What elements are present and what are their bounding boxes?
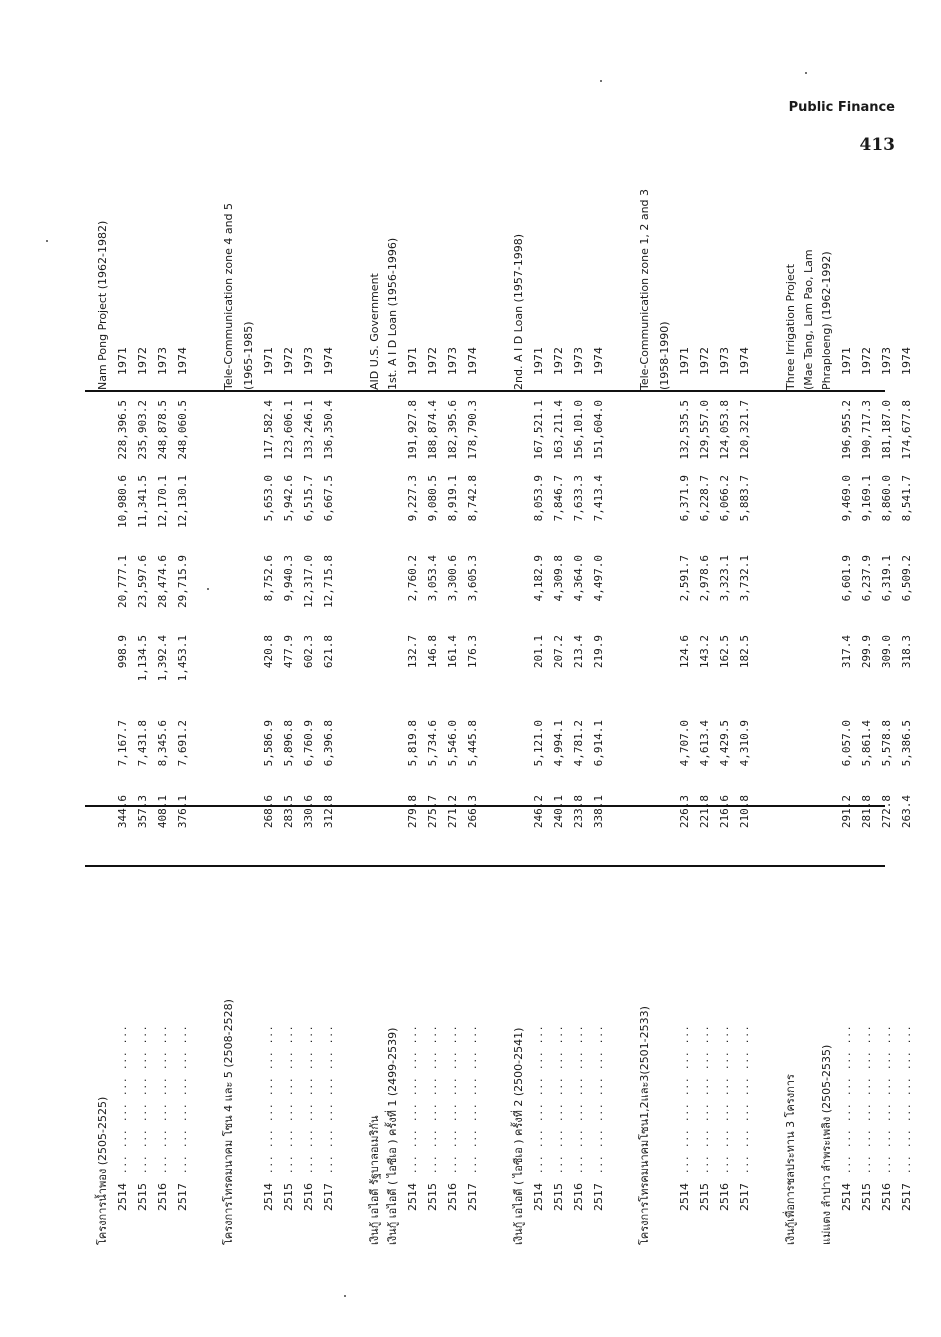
thai-year-label: 2516... ... ... ... ... ...	[446, 1023, 459, 1211]
value-cell-col-4: 2,760.2	[406, 555, 419, 602]
leader-dots: ... ... ... ... ... ...	[532, 1023, 545, 1173]
rotated-table	[85, 55, 913, 1245]
value-cell-col-5: 9,080.5	[426, 475, 439, 522]
value-cell-col-2: 5,734.6	[426, 720, 439, 767]
table-row	[279, 55, 299, 1245]
scan-speck	[344, 1295, 346, 1297]
value-cell-col-4: 3,605.3	[466, 555, 479, 602]
value-cell-col-5: 8,860.0	[880, 475, 893, 522]
eng-year-label: 1972	[860, 347, 873, 375]
value-cell-col-3: 132.7	[406, 635, 419, 669]
value-cell-col-5: 7,413.4	[592, 475, 605, 522]
section-eng-title: Nam Pong Project (1962-1982)	[96, 220, 109, 390]
value-cell-col-4: 9,940.3	[282, 555, 295, 602]
value-cell-col-2: 7,431.8	[136, 720, 149, 767]
scan-speck	[207, 588, 209, 590]
value-cell-col-3: 182.5	[738, 635, 751, 669]
value-cell-col-2: 5,896.8	[282, 720, 295, 767]
value-cell-col-3: 162.5	[718, 635, 731, 669]
eng-year-label: 1974	[322, 347, 335, 375]
eng-year-label: 1974	[176, 347, 189, 375]
section-thai-title: แม่แตง ลำปาว ลำพระเพลิง (2505-2535)	[820, 1044, 833, 1245]
value-cell-col-6: 235,903.2	[136, 400, 149, 460]
leader-dots: ... ... ... ... ... ...	[900, 1023, 913, 1173]
value-cell-col-3: 420.8	[262, 635, 275, 669]
value-cell-col-4: 2,978.6	[698, 555, 711, 602]
value-cell-col-2: 4,310.9	[738, 720, 751, 767]
value-cell-col-3: 213.4	[572, 635, 585, 669]
value-cell-col-2: 7,691.2	[176, 720, 189, 767]
value-cell-col-1: 263.4	[900, 795, 913, 829]
eng-year-label: 1972	[426, 347, 439, 375]
value-cell-col-4: 12,715.8	[322, 555, 335, 608]
value-cell-col-5: 11,341.5	[136, 475, 149, 528]
value-cell-col-6: 132,535.5	[678, 400, 691, 460]
value-cell-col-6: 181,187.0	[880, 400, 893, 460]
value-cell-col-2: 6,914.1	[592, 720, 605, 767]
thai-year-label: 2515... ... ... ... ... ...	[136, 1023, 149, 1211]
value-cell-col-2: 4,994.1	[552, 720, 565, 767]
table-row	[569, 55, 589, 1245]
leader-dots: ... ... ... ... ... ...	[116, 1023, 129, 1173]
value-cell-col-1: 376.1	[176, 795, 189, 829]
section-eng-subtitle: (1958-1990)	[658, 321, 671, 390]
value-cell-col-5: 8,053.9	[532, 475, 545, 522]
page-number: 413	[859, 135, 895, 155]
value-cell-col-6: 117,582.4	[262, 400, 275, 460]
leader-dots: ... ... ... ... ... ...	[592, 1023, 605, 1173]
eng-year-label: 1973	[718, 347, 731, 375]
section-thai-title: โครงการโทรคมนาคม โซน 4 และ 5 (2508-2528)	[222, 999, 235, 1245]
leader-dots: ... ... ... ... ... ...	[860, 1023, 873, 1173]
table-row	[443, 55, 463, 1245]
value-cell-col-6: 248,060.5	[176, 400, 189, 460]
value-cell-col-6: 190,717.3	[860, 400, 873, 460]
eng-year-label: 1971	[406, 347, 419, 375]
value-cell-col-3: 317.4	[840, 635, 853, 669]
value-cell-col-1: 291.2	[840, 795, 853, 829]
thai-year-label: 2517... ... ... ... ... ...	[176, 1023, 189, 1211]
value-cell-col-6: 123,606.1	[282, 400, 295, 460]
value-cell-col-2: 4,781.2	[572, 720, 585, 767]
section-pre-row	[365, 55, 385, 1245]
value-cell-col-2: 5,586.9	[262, 720, 275, 767]
eng-year-label: 1972	[136, 347, 149, 375]
section-title-row	[509, 55, 529, 1245]
section-eng-title: 1st. A I D Loan (1956-1996)	[386, 237, 399, 390]
value-cell-col-2: 7,167.7	[116, 720, 129, 767]
value-cell-col-5: 8,541.7	[900, 475, 913, 522]
scan-speck	[805, 72, 807, 74]
table-row	[259, 55, 279, 1245]
section-title-row	[635, 55, 655, 1245]
value-cell-col-6: 228,396.5	[116, 400, 129, 460]
table-row	[695, 55, 715, 1245]
value-cell-col-3: 621.8	[322, 635, 335, 669]
value-cell-col-4: 4,182.9	[532, 555, 545, 602]
value-cell-col-3: 318.3	[900, 635, 913, 669]
value-cell-col-5: 8,919.1	[446, 475, 459, 522]
value-cell-col-5: 10,980.6	[116, 475, 129, 528]
eng-year-label: 1972	[282, 347, 295, 375]
eng-year-label: 1974	[466, 347, 479, 375]
thai-year-label: 2515... ... ... ... ... ...	[860, 1023, 873, 1211]
value-cell-col-2: 5,578.8	[880, 720, 893, 767]
value-cell-col-4: 2,591.7	[678, 555, 691, 602]
leader-dots: ... ... ... ... ... ...	[840, 1023, 853, 1173]
value-cell-col-3: 201.1	[532, 635, 545, 669]
value-cell-col-1: 279.8	[406, 795, 419, 829]
value-cell-col-3: 1,134.5	[136, 635, 149, 682]
table-row	[403, 55, 423, 1245]
value-cell-col-2: 5,386.5	[900, 720, 913, 767]
value-cell-col-1: 275.7	[426, 795, 439, 829]
thai-year-label: 2516... ... ... ... ... ...	[572, 1023, 585, 1211]
eng-year-label: 1972	[698, 347, 711, 375]
leader-dots: ... ... ... ... ... ...	[552, 1023, 565, 1173]
value-cell-col-5: 9,169.1	[860, 475, 873, 522]
value-cell-col-6: 182,395.6	[446, 400, 459, 460]
value-cell-col-5: 12,170.1	[156, 475, 169, 528]
thai-year-label: 2515... ... ... ... ... ...	[552, 1023, 565, 1211]
value-cell-col-5: 5,883.7	[738, 475, 751, 522]
section-eng-pretitle-2: (Mae Tang, Lam Pao, Lam	[802, 249, 815, 390]
value-cell-col-1: 266.3	[466, 795, 479, 829]
value-cell-col-3: 176.3	[466, 635, 479, 669]
value-cell-col-6: 136,350.4	[322, 400, 335, 460]
value-cell-col-6: 167,521.1	[532, 400, 545, 460]
rule-before-english	[85, 390, 885, 392]
table-row	[877, 55, 897, 1245]
section-pre-row	[781, 55, 801, 1245]
value-cell-col-5: 9,227.3	[406, 475, 419, 522]
thai-year-label: 2517... ... ... ... ... ...	[900, 1023, 913, 1211]
value-cell-col-6: 120,321.7	[738, 400, 751, 460]
leader-dots: ... ... ... ... ... ...	[446, 1023, 459, 1173]
thai-year-label: 2516... ... ... ... ... ...	[156, 1023, 169, 1211]
table-row	[153, 55, 173, 1245]
value-cell-col-5: 5,942.6	[282, 475, 295, 522]
value-cell-col-5: 8,742.8	[466, 475, 479, 522]
value-cell-col-5: 7,633.3	[572, 475, 585, 522]
section-thai-pretitle: เงินกู้เพื่อการชลประทาน 3 โครงการ	[784, 1074, 797, 1245]
value-cell-col-1: 357.3	[136, 795, 149, 829]
leader-dots: ... ... ... ... ... ...	[698, 1023, 711, 1173]
value-cell-col-1: 272.8	[880, 795, 893, 829]
value-cell-col-4: 3,300.6	[446, 555, 459, 602]
eng-year-label: 1972	[552, 347, 565, 375]
thai-year-label: 2516... ... ... ... ... ...	[302, 1023, 315, 1211]
section-thai-title: เงินกู้ เอไอดี ( ไอซีเอ ) ครั้งที่ 2 (2500-2541)	[512, 1027, 525, 1245]
eng-year-label: 1971	[262, 347, 275, 375]
value-cell-col-1: 240.1	[552, 795, 565, 829]
value-cell-col-1: 216.6	[718, 795, 731, 829]
leader-dots: ... ... ... ... ... ...	[322, 1023, 335, 1173]
table-row	[837, 55, 857, 1245]
section-eng-title: Phraploeng) (1962-1992)	[820, 251, 833, 390]
thai-year-label: 2514... ... ... ... ... ...	[406, 1023, 419, 1211]
table-row	[113, 55, 133, 1245]
thai-year-label: 2514... ... ... ... ... ...	[678, 1023, 691, 1211]
section-eng-pretitle: Three Irrigation Project	[784, 263, 797, 390]
value-cell-col-4: 6,509.2	[900, 555, 913, 602]
table-row	[133, 55, 153, 1245]
value-cell-col-6: 174,677.8	[900, 400, 913, 460]
value-cell-col-6: 129,557.0	[698, 400, 711, 460]
thai-year-label: 2514... ... ... ... ... ...	[532, 1023, 545, 1211]
section-eng-title: Tele-Communication zone 1, 2 and 3	[638, 188, 651, 390]
eng-year-label: 1973	[302, 347, 315, 375]
value-cell-col-4: 3,053.4	[426, 555, 439, 602]
value-cell-col-2: 6,057.0	[840, 720, 853, 767]
value-cell-col-1: 233.8	[572, 795, 585, 829]
section-title-row	[93, 55, 113, 1245]
table-row	[319, 55, 339, 1245]
value-cell-col-4: 8,752.6	[262, 555, 275, 602]
value-cell-col-1: 338.1	[592, 795, 605, 829]
leader-dots: ... ... ... ... ... ...	[572, 1023, 585, 1173]
value-cell-col-4: 6,237.9	[860, 555, 873, 602]
rule-after-labels	[85, 865, 885, 867]
section-subtitle-row	[239, 55, 259, 1245]
eng-year-label: 1974	[738, 347, 751, 375]
value-cell-col-6: 248,878.5	[156, 400, 169, 460]
value-cell-col-3: 998.9	[116, 635, 129, 669]
value-cell-col-1: 408.1	[156, 795, 169, 829]
value-cell-col-6: 163,211.4	[552, 400, 565, 460]
table-row	[675, 55, 695, 1245]
leader-dots: ... ... ... ... ... ...	[262, 1023, 275, 1173]
value-cell-col-4: 6,319.1	[880, 555, 893, 602]
value-cell-col-1: 344.6	[116, 795, 129, 829]
value-cell-col-2: 5,445.8	[466, 720, 479, 767]
value-cell-col-3: 207.2	[552, 635, 565, 669]
value-cell-col-5: 6,667.5	[322, 475, 335, 522]
table-row	[715, 55, 735, 1245]
eng-year-label: 1971	[840, 347, 853, 375]
section-title-row	[219, 55, 239, 1245]
value-cell-col-4: 29,715.9	[176, 555, 189, 608]
table-row	[735, 55, 755, 1245]
value-cell-col-6: 151,604.0	[592, 400, 605, 460]
value-cell-col-4: 3,323.1	[718, 555, 731, 602]
table-row	[299, 55, 319, 1245]
value-cell-col-5: 6,228.7	[698, 475, 711, 522]
rule-col-2	[85, 805, 885, 807]
thai-year-label: 2517... ... ... ... ... ...	[592, 1023, 605, 1211]
scan-speck	[46, 240, 48, 242]
value-cell-col-5: 6,371.9	[678, 475, 691, 522]
leader-dots: ... ... ... ... ... ...	[426, 1023, 439, 1173]
value-cell-col-4: 20,777.1	[116, 555, 129, 608]
section-eng-title: Tele-Communication zone 4 and 5	[222, 202, 235, 390]
eng-year-label: 1973	[572, 347, 585, 375]
value-cell-col-5: 6,066.2	[718, 475, 731, 522]
eng-year-label: 1973	[880, 347, 893, 375]
leader-dots: ... ... ... ... ... ...	[738, 1023, 751, 1173]
value-cell-col-2: 5,861.4	[860, 720, 873, 767]
value-cell-col-2: 4,613.4	[698, 720, 711, 767]
value-cell-col-6: 191,927.8	[406, 400, 419, 460]
value-cell-col-3: 309.0	[880, 635, 893, 669]
value-cell-col-2: 6,396.8	[322, 720, 335, 767]
leader-dots: ... ... ... ... ... ...	[156, 1023, 169, 1173]
thai-year-label: 2517... ... ... ... ... ...	[466, 1023, 479, 1211]
leader-dots: ... ... ... ... ... ...	[678, 1023, 691, 1173]
value-cell-col-6: 178,790.3	[466, 400, 479, 460]
value-cell-col-2: 4,707.0	[678, 720, 691, 767]
leader-dots: ... ... ... ... ... ...	[176, 1023, 189, 1173]
eng-year-label: 1973	[446, 347, 459, 375]
thai-year-label: 2516... ... ... ... ... ...	[880, 1023, 893, 1211]
section-eng-title: 2nd. A I D Loan (1957-1998)	[512, 233, 525, 390]
value-cell-col-1: 210.8	[738, 795, 751, 829]
value-cell-col-2: 8,345.6	[156, 720, 169, 767]
eng-year-label: 1974	[900, 347, 913, 375]
value-cell-col-5: 6,515.7	[302, 475, 315, 522]
thai-year-label: 2515... ... ... ... ... ...	[426, 1023, 439, 1211]
value-cell-col-1: 226.3	[678, 795, 691, 829]
table-row	[423, 55, 443, 1245]
value-cell-col-5: 12,130.1	[176, 475, 189, 528]
thai-year-label: 2514... ... ... ... ... ...	[262, 1023, 275, 1211]
value-cell-col-6: 124,053.8	[718, 400, 731, 460]
value-cell-col-4: 4,364.0	[572, 555, 585, 602]
value-cell-col-3: 146.8	[426, 635, 439, 669]
value-cell-col-4: 28,474.6	[156, 555, 169, 608]
eng-year-label: 1974	[592, 347, 605, 375]
value-cell-col-1: 268.6	[262, 795, 275, 829]
table-row	[549, 55, 569, 1245]
leader-dots: ... ... ... ... ... ...	[718, 1023, 731, 1173]
value-cell-col-3: 477.9	[282, 635, 295, 669]
value-cell-col-2: 5,546.0	[446, 720, 459, 767]
value-cell-col-6: 188,874.4	[426, 400, 439, 460]
table-row	[589, 55, 609, 1245]
eng-year-label: 1971	[116, 347, 129, 375]
section-eng-pretitle: AID U.S. Government	[368, 273, 381, 390]
section-subtitle-row	[655, 55, 675, 1245]
value-cell-col-5: 7,846.7	[552, 475, 565, 522]
value-cell-col-4: 6,601.9	[840, 555, 853, 602]
section-title-row	[817, 55, 837, 1245]
value-cell-col-3: 299.9	[860, 635, 873, 669]
value-cell-col-1: 312.8	[322, 795, 335, 829]
value-cell-col-4: 4,497.0	[592, 555, 605, 602]
section-thai-title: โครงการโทรคมนาคมโซน1,2และ3(2501-2533)	[638, 1006, 651, 1245]
value-cell-col-6: 196,955.2	[840, 400, 853, 460]
value-cell-col-2: 5,121.0	[532, 720, 545, 767]
value-cell-col-3: 1,453.1	[176, 635, 189, 682]
value-cell-col-3: 602.3	[302, 635, 315, 669]
leader-dots: ... ... ... ... ... ...	[282, 1023, 295, 1173]
value-cell-col-1: 221.8	[698, 795, 711, 829]
running-header: Public Finance	[788, 100, 895, 115]
section-thai-pretitle: เงินกู้ เอไอดี รัฐบาลอเมริกัน	[368, 1115, 381, 1245]
leader-dots: ... ... ... ... ... ...	[466, 1023, 479, 1173]
leader-dots: ... ... ... ... ... ...	[302, 1023, 315, 1173]
value-cell-col-1: 281.8	[860, 795, 873, 829]
eng-year-label: 1971	[678, 347, 691, 375]
value-cell-col-1: 271.2	[446, 795, 459, 829]
thai-year-label: 2517... ... ... ... ... ...	[322, 1023, 335, 1211]
eng-year-label: 1971	[532, 347, 545, 375]
section-title-row	[383, 55, 403, 1245]
value-cell-col-2: 6,760.9	[302, 720, 315, 767]
value-cell-col-5: 5,653.0	[262, 475, 275, 522]
section-thai-title: เงินกู้ เอไอดี ( ไอซีเอ ) ครั้งที่ 1 (2499-2539)	[386, 1027, 399, 1245]
section-pre2-row	[799, 55, 819, 1245]
value-cell-col-3: 143.2	[698, 635, 711, 669]
table-row	[529, 55, 549, 1245]
value-cell-col-4: 23,597.6	[136, 555, 149, 608]
value-cell-col-2: 5,819.8	[406, 720, 419, 767]
leader-dots: ... ... ... ... ... ...	[136, 1023, 149, 1173]
thai-year-label: 2515... ... ... ... ... ...	[282, 1023, 295, 1211]
value-cell-col-6: 156,101.0	[572, 400, 585, 460]
value-cell-col-5: 9,469.0	[840, 475, 853, 522]
table-row	[897, 55, 917, 1245]
value-cell-col-1: 283.5	[282, 795, 295, 829]
section-thai-title: โครงการน้ำพอง (2505-2525)	[96, 1096, 109, 1245]
value-cell-col-4: 4,309.8	[552, 555, 565, 602]
thai-year-label: 2515... ... ... ... ... ...	[698, 1023, 711, 1211]
value-cell-col-3: 161.4	[446, 635, 459, 669]
value-cell-col-3: 219.9	[592, 635, 605, 669]
thai-year-label: 2517... ... ... ... ... ...	[738, 1023, 751, 1211]
section-eng-subtitle: (1965-1985)	[242, 321, 255, 390]
thai-year-label: 2516... ... ... ... ... ...	[718, 1023, 731, 1211]
value-cell-col-6: 133,246.1	[302, 400, 315, 460]
thai-year-label: 2514... ... ... ... ... ...	[840, 1023, 853, 1211]
leader-dots: ... ... ... ... ... ...	[406, 1023, 419, 1173]
value-cell-col-1: 330.6	[302, 795, 315, 829]
table-row	[463, 55, 483, 1245]
value-cell-col-2: 4,429.5	[718, 720, 731, 767]
leader-dots: ... ... ... ... ... ...	[880, 1023, 893, 1173]
table-row	[173, 55, 193, 1245]
table-row	[857, 55, 877, 1245]
value-cell-col-3: 124.6	[678, 635, 691, 669]
value-cell-col-3: 1,392.4	[156, 635, 169, 682]
thai-year-label: 2514... ... ... ... ... ...	[116, 1023, 129, 1211]
value-cell-col-1: 246.2	[532, 795, 545, 829]
scan-speck	[600, 80, 602, 82]
value-cell-col-4: 3,732.1	[738, 555, 751, 602]
value-cell-col-4: 12,317.0	[302, 555, 315, 608]
eng-year-label: 1973	[156, 347, 169, 375]
